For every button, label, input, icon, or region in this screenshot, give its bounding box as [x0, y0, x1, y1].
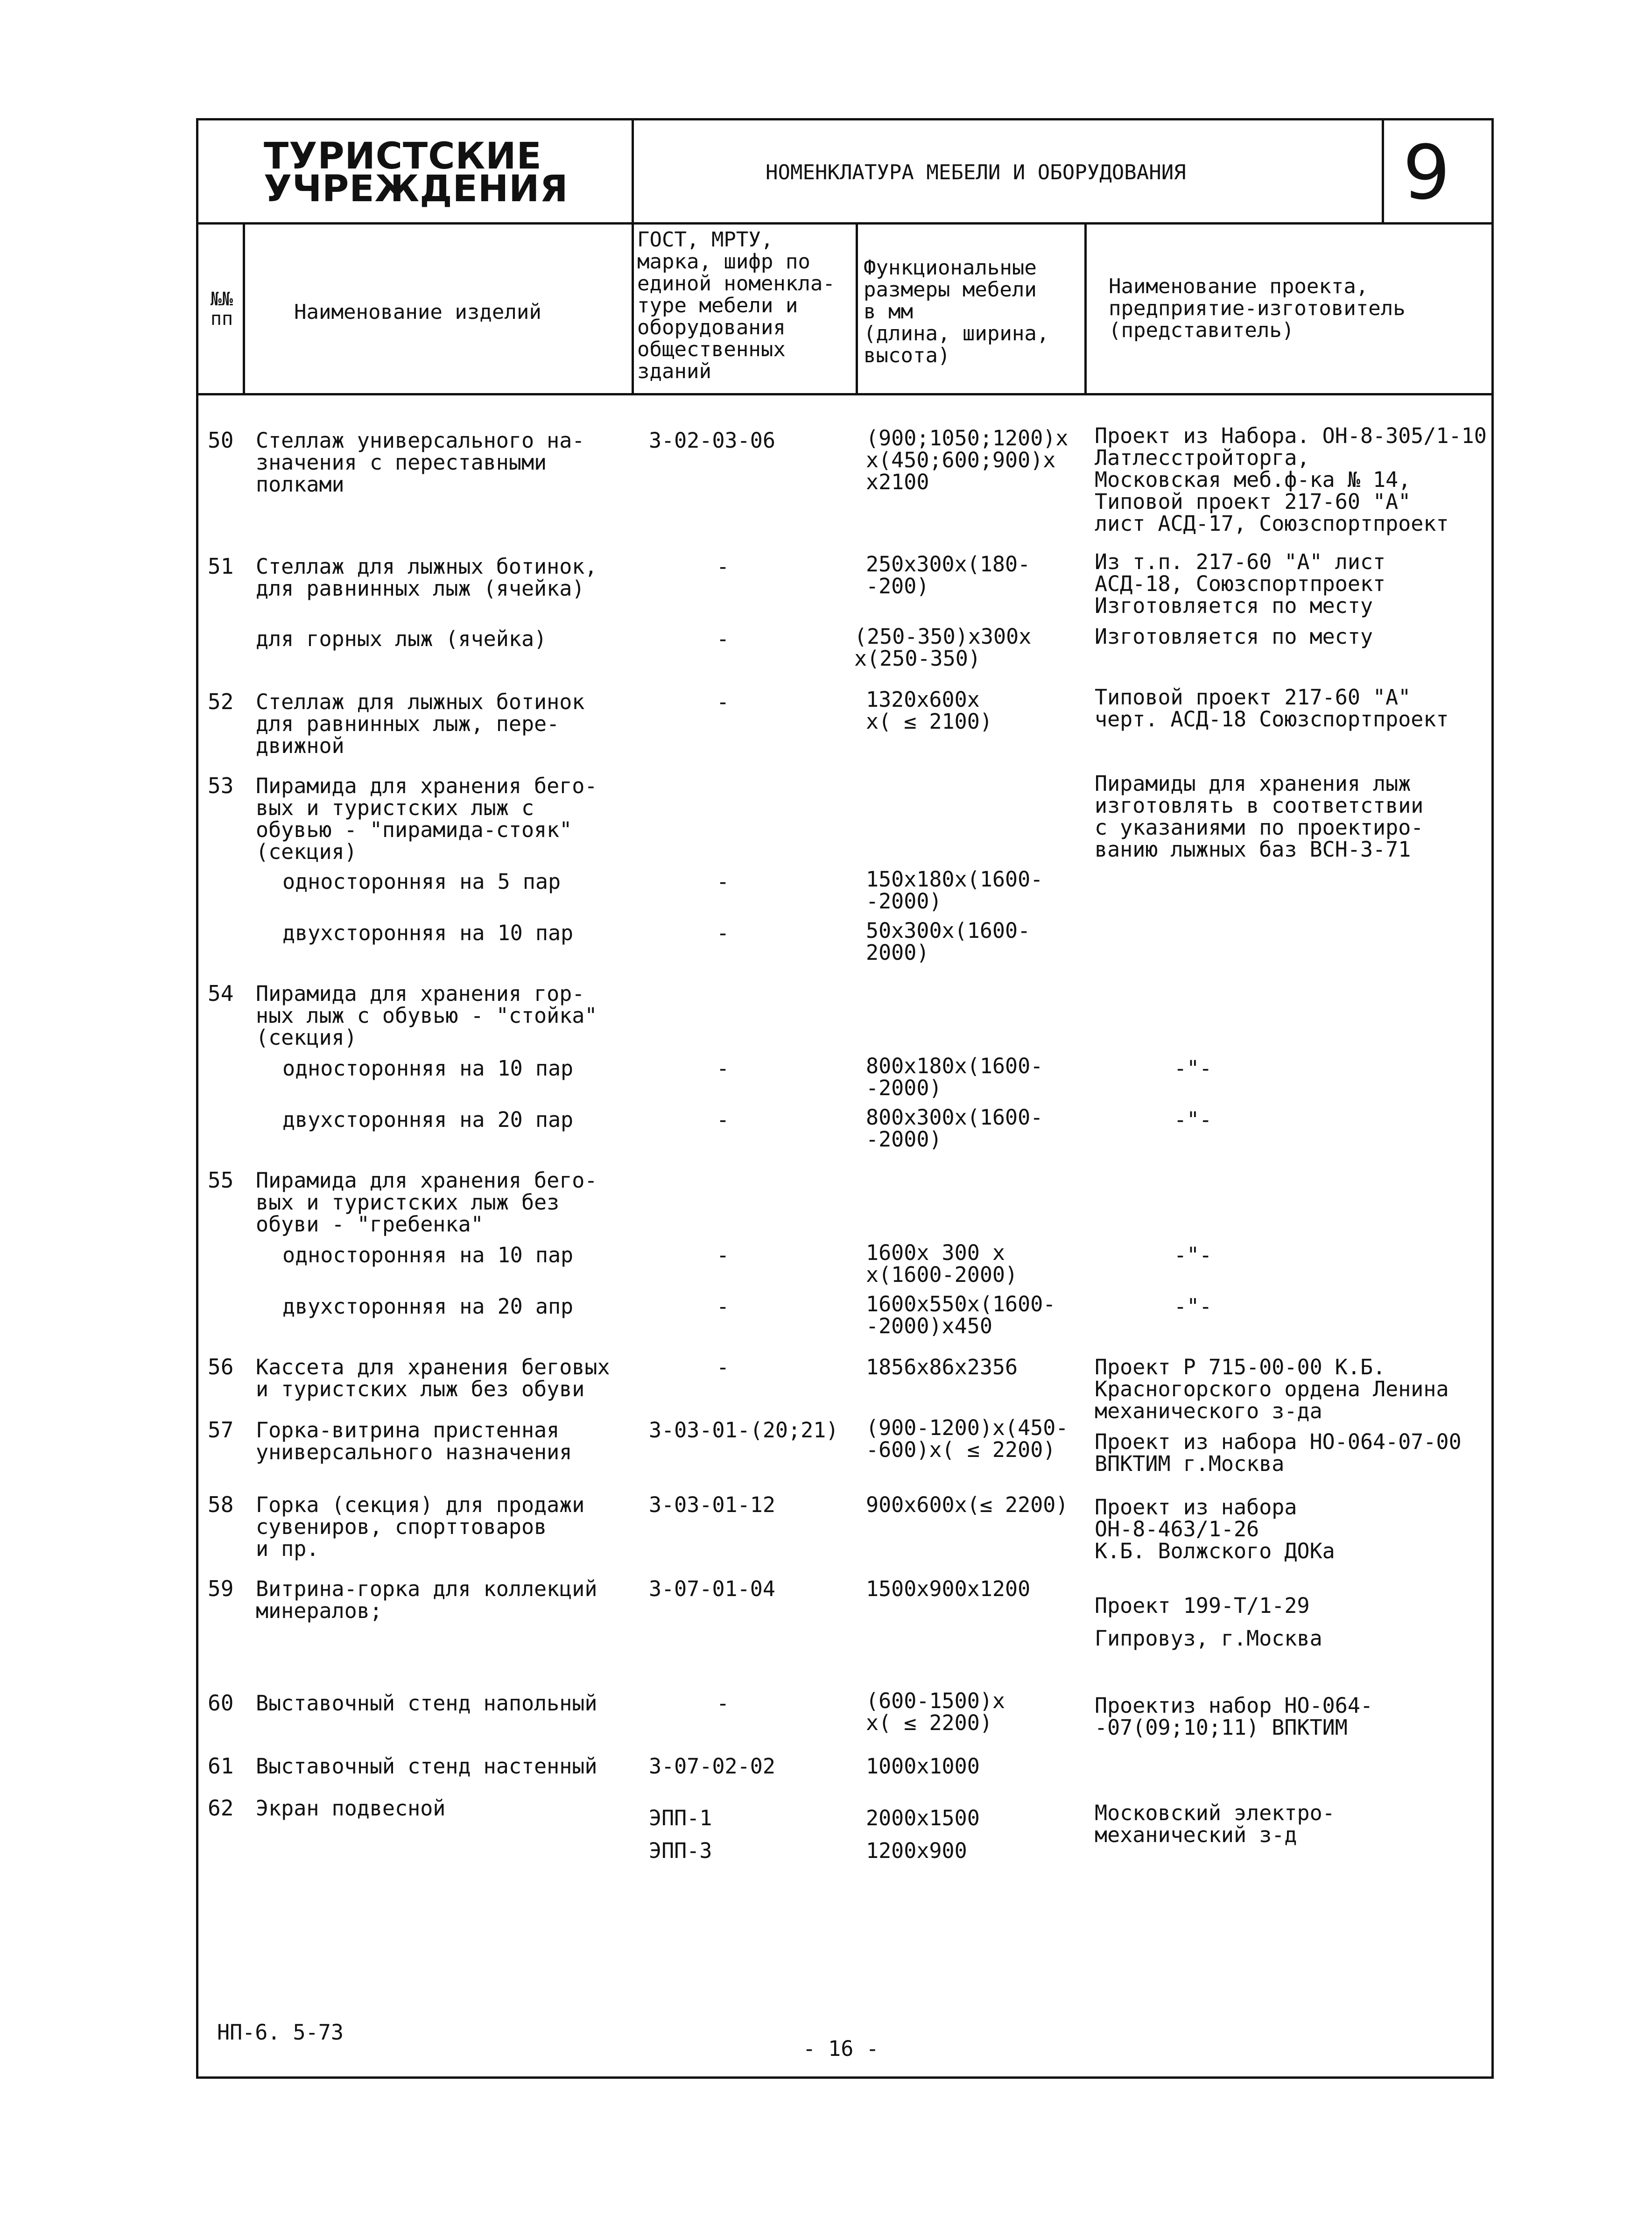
- item-code: -: [717, 554, 730, 579]
- item-size: 250x300x(180- -200): [866, 552, 1031, 598]
- item-code: 3-03-01-12: [649, 1492, 775, 1517]
- item-code: -: [717, 1691, 730, 1716]
- item-name: для горных лыж (ячейка): [256, 626, 547, 651]
- item-name: Горка-витрина пристенная универсального назначения: [256, 1418, 572, 1464]
- item-code: 3-02-03-06: [649, 428, 775, 453]
- item-name: Экран подвесной: [256, 1796, 446, 1821]
- item-code: -: [717, 1056, 730, 1081]
- page-frame: [196, 118, 1494, 2079]
- item-code: -: [717, 1294, 730, 1319]
- item-name: двухсторонняя на 20 апр: [282, 1294, 574, 1319]
- item-project: Типовой проект 217-60 "А" черт. АСД-18 Союзспортпроект: [1095, 685, 1449, 732]
- item-name: Стеллаж для лыжных ботинок, для равнинных лыж (ячейка): [256, 554, 598, 601]
- item-size: 1856x86x2356: [866, 1355, 1018, 1379]
- document-title: НОМЕНКЛАТУРА МЕБЕЛИ И ОБОРУДОВАНИЯ: [766, 161, 1186, 184]
- item-name: односторонняя на 5 пар: [282, 869, 561, 894]
- item-code: -: [717, 1355, 730, 1379]
- item-size: 1500x900x1200: [866, 1576, 1031, 1601]
- row-number: 52: [208, 689, 234, 714]
- item-name: Пирамида для хранения гор- ных лыж с обувью - "стойка" (секция): [256, 981, 598, 1050]
- column-header-name: Наименование изделий: [294, 300, 541, 324]
- item-size: 1600x550x(1600- -2000)x450: [866, 1292, 1056, 1338]
- item-name: двухсторонняя на 20 пар: [282, 1107, 574, 1132]
- column-header-code: ГОСТ, МРТУ, марка, шифр по единой номенкла- туре мебели и оборудования общественных зданий: [637, 228, 835, 383]
- row-number: 51: [208, 554, 234, 579]
- row-number: 57: [208, 1417, 234, 1442]
- item-project: -"-: [1174, 1294, 1212, 1319]
- item-project: Изготовляется по месту: [1095, 624, 1373, 649]
- row-number: 61: [208, 1753, 234, 1779]
- item-project: -"-: [1174, 1243, 1212, 1267]
- item-project: Московский электро- механический з-д: [1095, 1801, 1335, 1847]
- page-number: - 16 -: [803, 2036, 879, 2061]
- item-size: 800x180x(1600- -2000): [866, 1054, 1043, 1100]
- item-name: двухсторонняя на 10 пар: [282, 921, 574, 945]
- item-project: Проект из набора НО-064-07-00 ВПКТИМ г.Москва: [1095, 1429, 1462, 1476]
- item-size: (600-1500)x x( ≤ 2200): [866, 1688, 1005, 1735]
- item-project: Проект Р 715-00-00 К.Б. Красногорского ордена Ленина механического з-да: [1095, 1355, 1449, 1423]
- item-size: 150x180x(1600- -2000): [866, 867, 1043, 914]
- title-block-separator: [632, 118, 634, 222]
- column-header-number: №№ пп: [210, 288, 233, 330]
- item-size: 2000x1500 1200x900: [866, 1806, 980, 1863]
- item-project: Проектиз набор НО-064- -07(09;10;11) ВПКТИМ: [1095, 1693, 1373, 1740]
- sheet-number: 9: [1403, 129, 1450, 216]
- sheet-number-separator: [1382, 118, 1384, 222]
- item-project: Проект из Набора. ОН-8-305/1-10 Латлесстройторга, Московская меб.ф-ка № 14, Типовой проект 217-60 "А" лист АСД-17, Союзспортпроект: [1095, 423, 1487, 536]
- item-code: -: [717, 1243, 730, 1267]
- item-code: -: [717, 921, 730, 945]
- item-size: (250-350)x300x x(250-350): [854, 624, 1032, 671]
- row-number: 55: [208, 1168, 234, 1193]
- table-header-divider: [196, 393, 1494, 395]
- row-number: 54: [208, 981, 234, 1006]
- item-project: -"-: [1174, 1107, 1212, 1132]
- item-name: Выставочный стенд напольный: [256, 1691, 598, 1716]
- item-size: (900-1200)x(450- -600)x( ≤ 2200): [866, 1415, 1069, 1462]
- item-name: Пирамида для хранения бего- вых и туристских лыж без обуви - "гребенка": [256, 1168, 598, 1237]
- row-number: 58: [208, 1492, 234, 1517]
- row-number: 56: [208, 1354, 234, 1379]
- item-name: Стеллаж универсального на- значения с переставными полками: [256, 428, 585, 497]
- row-number: 53: [208, 773, 234, 798]
- item-project: Проект из набора ОН-8-463/1-26 К.Б. Волжского ДОКа: [1095, 1495, 1335, 1563]
- item-code: 3-07-01-04: [649, 1576, 775, 1601]
- item-name: Горка (секция) для продажи сувениров, спорттоваров и пр.: [256, 1492, 585, 1561]
- item-name: Пирамида для хранения бего- вых и туристских лыж с обувью - "пирамида-стояк" (секция): [256, 774, 598, 864]
- item-code: -: [717, 626, 730, 651]
- item-project: Пирамиды для хранения лыж изготовлять в соответствии с указаниями по проектиро- ванию лыжных баз ВСН-3-71: [1095, 771, 1424, 862]
- row-number: 60: [208, 1690, 234, 1716]
- item-size: 800x300x(1600- -2000): [866, 1105, 1043, 1152]
- item-code: -: [717, 869, 730, 894]
- item-name: Кассета для хранения беговых и туристских лыж без обуви: [256, 1355, 610, 1401]
- item-code: ЭПП-1 ЭПП-3: [649, 1806, 712, 1863]
- item-code: -: [717, 1107, 730, 1132]
- item-size: 1600x 300 x x(1600-2000): [866, 1240, 1018, 1287]
- row-number: 62: [208, 1795, 234, 1821]
- item-code: -: [717, 689, 730, 714]
- section-title: ТУРИСТСКИЕ УЧРЕЖДЕНИЯ: [264, 135, 569, 210]
- item-size: 900x600x(≤ 2200): [866, 1492, 1069, 1517]
- item-project: -"-: [1174, 1056, 1212, 1081]
- item-size: (900;1050;1200)x x(450;600;900)x x2100: [866, 426, 1069, 494]
- row-number: 50: [208, 428, 234, 453]
- item-project: Проект 199-Т/1-29 Гипровуз, г.Москва: [1095, 1593, 1322, 1651]
- item-name: односторонняя на 10 пар: [282, 1056, 574, 1081]
- column-divider-size: [1084, 222, 1087, 393]
- title-block-divider: [196, 222, 1494, 225]
- column-divider-num: [243, 222, 245, 393]
- item-name: Витрина-горка для коллекций минералов;: [256, 1576, 598, 1623]
- item-size: 50x300x(1600- 2000): [866, 918, 1031, 965]
- item-code: 3-03-01-(20;21): [649, 1418, 839, 1442]
- column-header-size: Функциональные размеры мебели в мм (длина, ширина, высота): [864, 256, 1049, 367]
- document-code: НП-6. 5-73: [217, 2020, 344, 2045]
- column-header-project: Наименование проекта, предприятие-изготовитель (представитель): [1109, 274, 1406, 342]
- item-code: 3-07-02-02: [649, 1754, 775, 1779]
- item-name: Стеллаж для лыжных ботинок для равнинных лыж, пере- движной: [256, 689, 585, 758]
- item-name: односторонняя на 10 пар: [282, 1243, 574, 1267]
- row-number: 59: [208, 1576, 234, 1601]
- column-divider-code: [856, 222, 858, 393]
- item-size: 1320x600x x( ≤ 2100): [866, 687, 992, 734]
- item-project: Из т.п. 217-60 "А" лист АСД-18, Союзспортпроект Изготовляется по месту: [1095, 549, 1386, 618]
- item-name: Выставочный стенд настенный: [256, 1754, 598, 1779]
- column-divider-name: [632, 222, 634, 393]
- item-size: 1000x1000: [866, 1754, 980, 1779]
